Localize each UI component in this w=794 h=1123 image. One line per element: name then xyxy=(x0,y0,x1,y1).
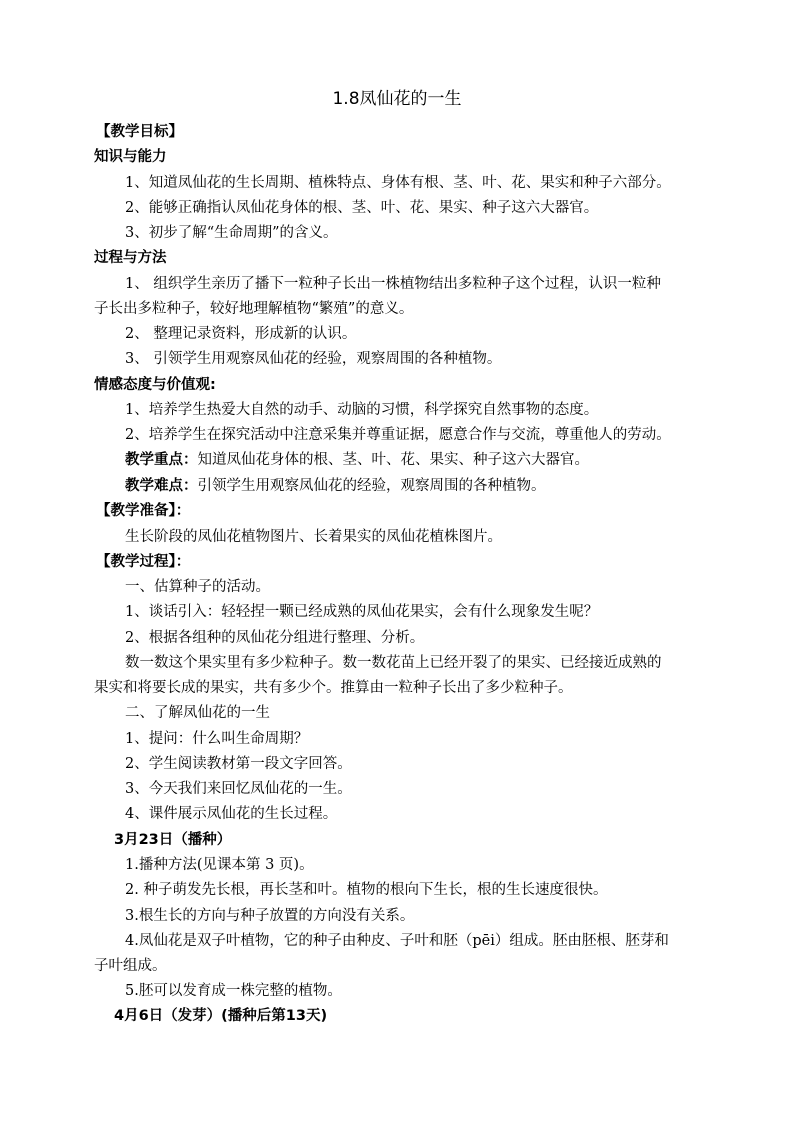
section-heading-attitude: 情感态度与价值观: xyxy=(94,377,216,393)
difficulty-point xyxy=(125,475,794,497)
knowledge-item: 1、知道凤仙花的生长周期、植株特点、身体有根、茎、叶、花、果实和种子六部分。 xyxy=(125,175,671,191)
part-one-item: 1、谈话引入：轻轻捏一颗已经成熟的凤仙花果实，会有什么现象发生呢？ xyxy=(125,604,599,620)
sowing-item: 4.凤仙花是双子叶植物，它的种子由种皮、子叶和胚（pēi）组成。胚由胚根、胚芽和 xyxy=(125,933,669,949)
prep-text: 生长阶段的凤仙花植物图片、长着果实的凤仙花植株图片。 xyxy=(125,529,502,545)
prep-heading: 【教学准备】： xyxy=(96,503,191,519)
date-heading-germination: 4月6日（发芽）(播种后第13天) xyxy=(114,1008,328,1024)
knowledge-item: 2、能够正确指认凤仙花身体的根、茎、叶、花、果实、种子这六大器官。 xyxy=(125,200,599,216)
part-one-heading: 一、估算种子的活动。 xyxy=(125,579,270,595)
attitude-item: 2、培养学生在探究活动中注意采集并尊重证据，愿意合作与交流，尊重他人的劳动。 xyxy=(125,427,671,443)
part-two-item: 4、课件展示凤仙花的生长过程。 xyxy=(125,806,338,822)
part-two-item: 1、提问：什么叫生命周期？ xyxy=(125,731,309,747)
part-one-item: 数一数这个果实里有多少粒种子。数一数花苗上已经开裂了的果实、已经接近成熟的 xyxy=(125,655,662,671)
attitude-item: 1、培养学生热爱大自然的动手、动脑的习惯，科学探究自然事物的态度。 xyxy=(125,402,599,418)
process-item-continued: 子长出多粒种子，较好地理解植物“繁殖”的意义。 xyxy=(94,301,414,317)
process-item: 2、 整理记录资料，形成新的认识。 xyxy=(125,326,357,342)
part-one-item: 2、根据各组种的凤仙花分组进行整理、分析。 xyxy=(125,630,425,646)
difficulty-label: 教学难点： xyxy=(125,478,198,494)
procedure-heading: 【教学过程】： xyxy=(96,554,191,570)
sowing-item: 5.胚可以发育成一株完整的植物。 xyxy=(125,983,342,999)
part-two-heading: 二、了解凤仙花的一生 xyxy=(125,705,270,721)
sowing-item: 1.播种方法(见课本第 3 页)。 xyxy=(125,857,314,873)
section-heading-process: 过程与方法 xyxy=(94,250,167,266)
part-two-item: 3、今天我们来回忆凤仙花的一生。 xyxy=(125,781,352,797)
difficulty-text: 引领学生用观察凤仙花的经验，观察周围的各种植物。 xyxy=(197,478,546,494)
date-heading-sowing: 3月23日（播种） xyxy=(114,832,232,848)
sowing-item: 3.根生长的方向与种子放置的方向没有关系。 xyxy=(125,908,415,924)
goal-heading: 【教学目标】 xyxy=(96,124,183,140)
part-one-item-continued: 果实和将要长成的果实，共有多少个。推算由一粒种子长出了多少粒种子。 xyxy=(94,680,573,696)
key-point-text: 知道凤仙花身体的根、茎、叶、花、果实、种子这六大器官。 xyxy=(197,452,589,468)
sowing-item: 2. 种子萌发先长根，再长茎和叶。植物的根向下生长，根的生长速度很快。 xyxy=(125,882,608,898)
process-item: 3、 引领学生用观察凤仙花的经验，观察周围的各种植物。 xyxy=(125,351,502,367)
part-two-item: 2、学生阅读教材第一段文字回答。 xyxy=(125,756,352,772)
process-item: 1、 组织学生亲历了播下一粒种子长出一株植物结出多粒种子这个过程，认识一粒种 xyxy=(125,276,661,292)
section-heading-knowledge: 知识与能力 xyxy=(94,149,167,165)
sowing-item-continued: 子叶组成。 xyxy=(94,958,167,974)
key-point xyxy=(125,449,794,471)
doc-title: 1.8凤仙花的一生 xyxy=(332,89,462,109)
key-point-label: 教学重点： xyxy=(125,452,198,468)
knowledge-item: 3、初步了解“生命周期”的含义。 xyxy=(125,225,338,241)
